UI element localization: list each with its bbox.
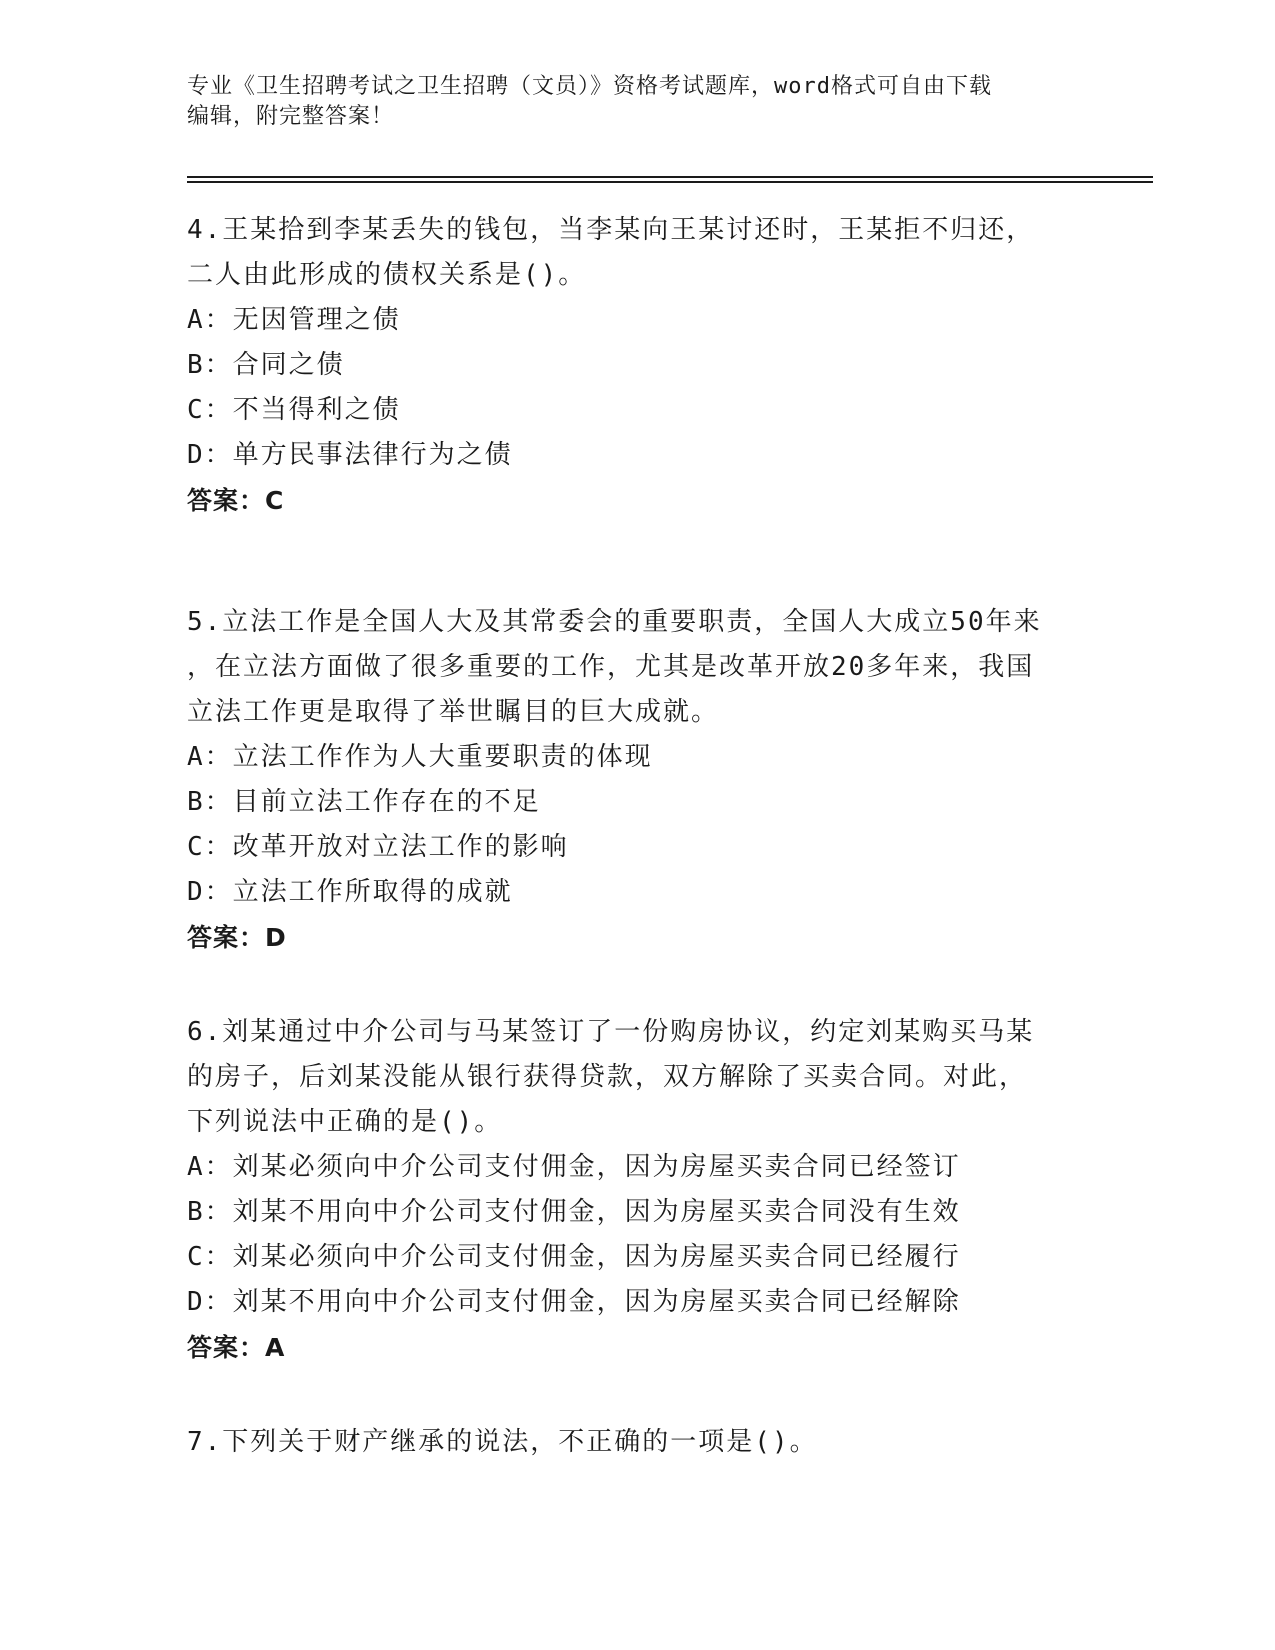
question-stem-line: 的房子，后刘某没能从银行获得贷款，双方解除了买卖合同。对此， (187, 1062, 1028, 1092)
header-divider-bottom (187, 181, 1153, 183)
question-stem-line: 4.王某拾到李某丢失的钱包，当李某向王某讨还时，王某拒不归还， (187, 215, 1035, 245)
option-a: A：立法工作作为人大重要职责的体现 (187, 742, 653, 772)
header-line-1: 专业《卫生招聘考试之卫生招聘（文员）》资格考试题库，word格式可自由下载 (187, 74, 992, 99)
question-stem-line: 7.下列关于财产继承的说法，不正确的一项是()。 (187, 1427, 818, 1457)
question-6 (187, 1010, 1087, 1370)
option-c: C：改革开放对立法工作的影响 (187, 832, 569, 862)
question-stem-line: ，在立法方面做了很多重要的工作，尤其是改革开放20多年来，我国 (187, 652, 1035, 682)
option-c: C：不当得利之债 (187, 395, 401, 425)
header-divider-top (187, 176, 1153, 178)
question-stem-line: 立法工作更是取得了举世瞩目的巨大成就。 (187, 697, 720, 727)
question-stem-line: 5.立法工作是全国人大及其常委会的重要职责，全国人大成立50年来 (187, 607, 1042, 637)
option-b: B：合同之债 (187, 350, 345, 380)
header-line-2: 编辑，附完整答案！ (187, 104, 395, 129)
question-stem-line: 下列说法中正确的是()。 (187, 1107, 503, 1137)
answer-label: 答案：D (187, 923, 287, 952)
option-d: D：刘某不用向中介公司支付佣金，因为房屋买卖合同已经解除 (187, 1287, 961, 1317)
document-header (187, 72, 1067, 132)
option-d: D：单方民事法律行为之债 (187, 440, 513, 470)
option-b: B：目前立法工作存在的不足 (187, 787, 541, 817)
option-c: C：刘某必须向中介公司支付佣金，因为房屋买卖合同已经履行 (187, 1242, 961, 1272)
question-stem-line: 6.刘某通过中介公司与马某签订了一份购房协议，约定刘某购买马某 (187, 1017, 1035, 1047)
question-4 (187, 208, 1087, 523)
question-5 (187, 600, 1087, 960)
option-b: B：刘某不用向中介公司支付佣金，因为房屋买卖合同没有生效 (187, 1197, 961, 1227)
question-7 (187, 1420, 1087, 1465)
answer-label: 答案：A (187, 1333, 286, 1362)
answer-label: 答案：C (187, 486, 285, 515)
option-a: A：刘某必须向中介公司支付佣金，因为房屋买卖合同已经签订 (187, 1152, 961, 1182)
option-d: D：立法工作所取得的成就 (187, 877, 513, 907)
question-stem-line: 二人由此形成的债权关系是()。 (187, 260, 587, 290)
option-a: A：无因管理之债 (187, 305, 401, 335)
